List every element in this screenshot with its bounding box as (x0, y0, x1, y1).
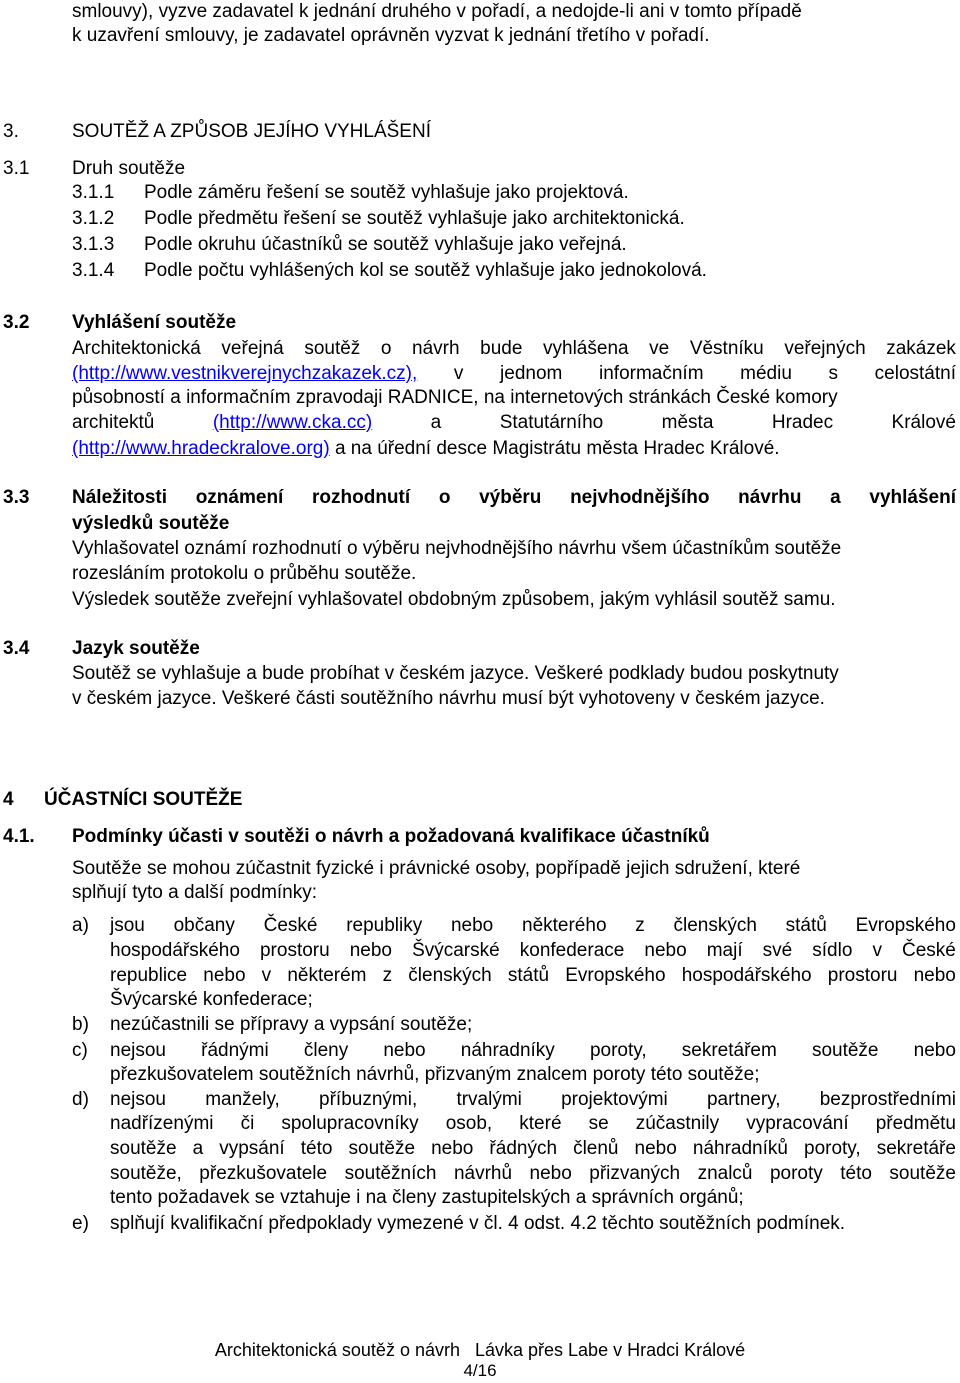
section-3-3-number: 3.3 (3, 487, 30, 508)
word: soutěže (348, 1138, 416, 1159)
word: které (519, 1113, 562, 1134)
item-number: 3.1.4 (72, 260, 115, 281)
word: poroty, (804, 1138, 861, 1159)
word: přizvaných (589, 1163, 681, 1184)
word: nejsou (110, 1089, 166, 1110)
word: Hradec (771, 412, 834, 433)
section-4-number: 4 (3, 789, 14, 810)
s41-intro-line-1: Soutěže se mohou zúčastnit fyzické i právnické osoby, popřípadě jejich sdružení, které (72, 858, 801, 879)
item-3-1-4 (72, 259, 707, 283)
section-3-3-title-line-1 (72, 486, 956, 510)
section-3-title: SOUTĚŽ A ZPŮSOB JEJÍHO VYHLÁŠENÍ (72, 121, 431, 142)
word: soutěž (304, 338, 361, 359)
item-text: Podle předmětu řešení se soutěž vyhlašuje jako architektonická. (144, 208, 685, 229)
list-c-line-1 (110, 1039, 956, 1063)
word: s (828, 363, 839, 384)
word: soutěže (110, 1138, 177, 1159)
word: celostátní (874, 363, 956, 384)
section-3-2-title: Vyhlášení soutěže (72, 312, 237, 333)
word: nejsou (110, 1040, 166, 1061)
word: vyhlášení (869, 487, 956, 508)
word: republice (110, 965, 188, 986)
word: Náležitosti (72, 487, 168, 508)
item-number: 3.1.1 (72, 182, 115, 203)
word: nebo (349, 940, 393, 961)
word: z (382, 965, 393, 986)
word: bezprostředními (819, 1089, 956, 1110)
word: v (453, 363, 464, 384)
word: o (438, 487, 451, 508)
word: soutěže (889, 1163, 956, 1184)
list-e-line-1: splňují kvalifikační předpoklady vymezené v čl. 4 odst. 4.2 těchto soutěžních podmínek. (110, 1213, 846, 1234)
word: města (661, 412, 714, 433)
word: manžely, (205, 1089, 280, 1110)
word: vyhlášena (543, 338, 629, 359)
word: rozhodnutí (312, 487, 411, 508)
vestnik-link[interactable]: (http://www.vestnikverejnychzakazek.cz), (72, 363, 418, 384)
word: bude (480, 338, 523, 359)
s32-paragraph-line-2 (72, 362, 956, 386)
word: vypracování (746, 1113, 849, 1134)
word: sekretáře (876, 1138, 956, 1159)
word: nebo (450, 915, 494, 936)
word: České (263, 915, 318, 936)
word: zúčastnily (635, 1113, 720, 1134)
item-number: 3.1.2 (72, 208, 115, 229)
word: Švýcarské (412, 940, 500, 961)
word: osob, (445, 1113, 493, 1134)
word: členských (408, 965, 492, 986)
list-label-c: c) (72, 1040, 88, 1061)
list-a-line-1 (110, 914, 956, 938)
word: a (830, 487, 841, 508)
word: nebo (913, 1040, 956, 1061)
word: této (840, 1163, 872, 1184)
word: partnery, (706, 1089, 781, 1110)
word: nebo (644, 940, 687, 961)
footer-title: Architektonická soutěž o návrh Lávka přes Labe v Hradci Králové (214, 1340, 746, 1360)
word: v (872, 940, 882, 961)
word: a (192, 1138, 204, 1159)
list-d-line-1 (110, 1088, 956, 1112)
intro-line-2: k uzavření smlouvy, je zadavatel oprávněn vyzvat k jednání třetího v pořadí. (72, 25, 710, 46)
word: soutěže, (110, 1163, 182, 1184)
list-d-line-4 (110, 1162, 956, 1186)
word: ve (649, 338, 670, 359)
word: řádnými (201, 1040, 269, 1061)
word: či (240, 1113, 255, 1134)
list-a-line-2 (110, 939, 956, 963)
item-text: Podle počtu vyhlášených kol se soutěž vyhlašuje jako jednokolová. (144, 260, 707, 281)
list-c-line-2: přezkušovatelem soutěžních návrhů, přizvaným znalcem poroty této soutěže; (110, 1064, 760, 1085)
word: nejvhodnějšího (570, 487, 710, 508)
word: projektovými (561, 1089, 668, 1110)
list-d-line-2 (110, 1112, 956, 1136)
item-3-1-3 (72, 233, 627, 257)
word: Králové (891, 412, 956, 433)
word: vypsání (219, 1138, 285, 1159)
word: nebo (529, 1163, 572, 1184)
word: se (588, 1113, 609, 1134)
word: znalců (697, 1163, 753, 1184)
s33-paragraph-line-1: Vyhlašovatel oznámí rozhodnutí o výběru nejvhodnějšího návrhu všem účastníkům soutěže (72, 538, 842, 559)
word: médiu (740, 363, 792, 384)
section-4-title: ÚČASTNÍCI SOUTĚŽE (44, 789, 243, 810)
word: občany (173, 915, 235, 936)
word: náhradníky (460, 1040, 555, 1061)
word: řádných (489, 1138, 558, 1159)
item-text: Podle okruhu účastníků se soutěž vyhlašuje jako veřejná. (144, 234, 627, 255)
section-3-1-number: 3.1 (3, 158, 30, 179)
section-3-1-title: Druh soutěže (72, 158, 186, 179)
word: jednom (500, 363, 563, 384)
word: nebo (913, 965, 956, 986)
section-4-1-number: 4.1. (3, 826, 35, 847)
word: konfederace (519, 940, 625, 961)
word: Evropského (565, 965, 666, 986)
s32-paragraph-line-4 (72, 411, 956, 435)
s33-paragraph-line-3: Výsledek soutěže zveřejní vyhlašovatel obdobným způsobem, jakým vyhlásil soutěž samu. (72, 589, 836, 610)
word: a (430, 412, 442, 433)
list-label-d: d) (72, 1089, 89, 1110)
word: veřejná (221, 338, 284, 359)
word: sídlo (812, 940, 853, 961)
section-3-4-title: Jazyk soutěže (72, 638, 200, 659)
word: jsou (110, 915, 145, 936)
intro-line-1: smlouvy), vyzve zadavatel k jednání druhého v pořadí, a nedojde-li ani v tomto případě (72, 1, 802, 22)
list-label-b: b) (72, 1014, 89, 1035)
word: prostoru (259, 940, 330, 961)
word: států (785, 915, 827, 936)
word: hospodářského (110, 940, 240, 961)
word: nebo (383, 1040, 426, 1061)
word: států (507, 965, 550, 986)
word: veřejných (784, 338, 866, 359)
word: poroty (769, 1163, 823, 1184)
section-3-2-number: 3.2 (3, 312, 30, 333)
word: nebo (634, 1138, 677, 1159)
item-number: 3.1.3 (72, 234, 115, 255)
word: Věstníku (689, 338, 764, 359)
word: některého (522, 915, 607, 936)
item-text: Podle záměru řešení se soutěž vyhlašuje jako projektová. (144, 182, 629, 203)
list-label-a: a) (72, 915, 89, 936)
word: nebo (203, 965, 246, 986)
word: sekretářem (681, 1040, 777, 1061)
word: prostoru (827, 965, 898, 986)
word: členských (673, 915, 757, 936)
section-3-4-number: 3.4 (3, 638, 30, 659)
page-number: 4/16 (463, 1361, 497, 1380)
list-label-e: e) (72, 1213, 89, 1234)
word: informačním (599, 363, 704, 384)
word: zakázek (886, 338, 956, 359)
word: architektů (72, 412, 155, 433)
s34-paragraph-line-1: Soutěž se vyhlašuje a bude probíhat v českém jazyce. Veškeré podklady budou poskytnuty (72, 663, 839, 684)
list-a-line-4: Švýcarské konfederace; (110, 989, 313, 1010)
word: této (300, 1138, 333, 1159)
section-3-number: 3. (3, 121, 19, 142)
cka-link[interactable]: (http://www.cka.cc) (212, 412, 373, 433)
section-4-1-title: Podmínky účasti v soutěži o návrh a požadovaná kvalifikace účastníků (72, 826, 710, 847)
word: předmětu (875, 1113, 956, 1134)
s32-paragraph-line-5: (http://www.hradeckralove.org) a na úřední desce Magistrátu města Hradec Králové. (72, 438, 780, 459)
word: výběru (479, 487, 542, 508)
word: poroty, (589, 1040, 647, 1061)
item-3-1-1 (72, 181, 629, 205)
word: členů (573, 1138, 619, 1159)
word: republiky (346, 915, 423, 936)
s32-paragraph-line-3: působností a informačním zpravodaji RADNICE, na internetových stránkách České komory (72, 387, 838, 408)
word: své (762, 940, 793, 961)
word: přezkušovatele (199, 1163, 328, 1184)
hradeckralove-link[interactable]: (http://www.hradeckralove.org) (72, 438, 330, 459)
item-3-1-2 (72, 207, 685, 231)
word: v (261, 965, 272, 986)
word: mají (706, 940, 743, 961)
word: náhradníků (692, 1138, 788, 1159)
word: členy (303, 1040, 349, 1061)
word: z (635, 915, 645, 936)
word: Statutárního (499, 412, 604, 433)
s33-paragraph-line-2: rozesláním protokolu o průběhu soutěže. (72, 563, 417, 584)
word: nadřízenými (110, 1113, 214, 1134)
s41-intro-line-2: splňují tyto a další podmínky: (72, 882, 318, 903)
word: návrhu (738, 487, 802, 508)
s34-paragraph-line-2: v českém jazyce. Veškeré části soutěžního návrhu musí být vyhotoveny v českém jazyce. (72, 688, 825, 709)
word: trvalými (456, 1089, 522, 1110)
word: návrh (412, 338, 460, 359)
word: České (902, 940, 956, 961)
word: nebo (431, 1138, 474, 1159)
list-d-line-3 (110, 1137, 956, 1161)
word: příbuznými, (319, 1089, 418, 1110)
word: oznámení (195, 487, 284, 508)
word: soutěže (811, 1040, 879, 1061)
s32-paragraph-line-1 (72, 337, 956, 361)
list-a-line-3 (110, 964, 956, 988)
word: Evropského (855, 915, 956, 936)
word: soutěžních (344, 1163, 437, 1184)
word: Architektonická (72, 338, 201, 359)
word: návrhů (453, 1163, 513, 1184)
section-3-3-title-line-2: výsledků soutěže (72, 513, 230, 534)
list-b-line-1: nezúčastnili se přípravy a vypsání soutěže; (110, 1014, 473, 1035)
list-d-line-5: tento požadavek se vztahuje i na členy zastupitelských a správních orgánů; (110, 1187, 744, 1208)
word: o (380, 338, 392, 359)
word: hospodářského (681, 965, 812, 986)
word: spolupracovníky (281, 1113, 419, 1134)
word: některém (287, 965, 367, 986)
